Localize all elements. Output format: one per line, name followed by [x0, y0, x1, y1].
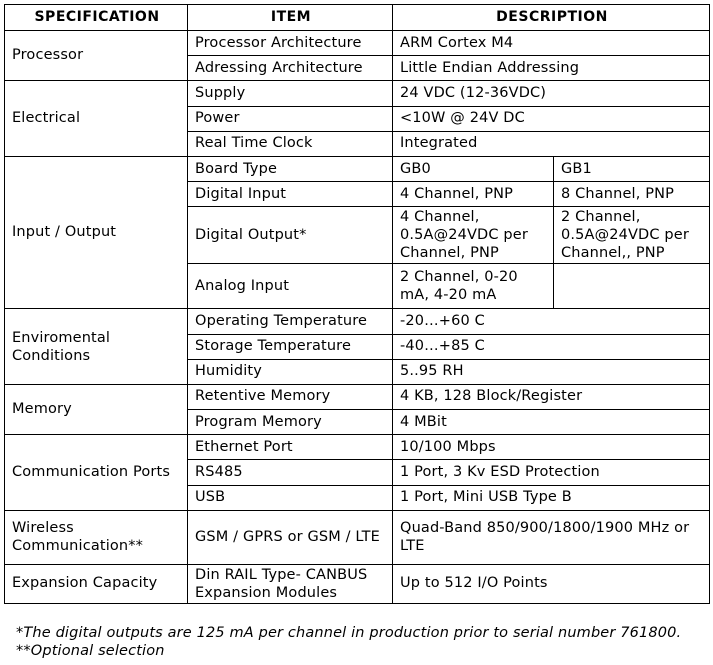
group-label-wireless: Wireless Communication** [5, 510, 188, 564]
gb0-cell: 4 Channel, PNP [393, 182, 554, 207]
group-label-environmental: Enviromental Conditions [5, 309, 188, 385]
item-cell: Board Type [188, 156, 393, 181]
item-cell: Analog Input [188, 264, 393, 309]
description-cell: Integrated [393, 131, 710, 156]
item-cell: Processor Architecture [188, 31, 393, 56]
table-row [5, 510, 710, 564]
description-cell: 5..95 RH [393, 359, 710, 384]
description-cell: 10/100 Mbps [393, 435, 710, 460]
table-row [5, 156, 710, 181]
item-cell: Humidity [188, 359, 393, 384]
item-cell: Digital Input [188, 182, 393, 207]
table-row [5, 81, 710, 106]
group-label-memory: Memory [5, 384, 188, 434]
gb1-cell: 8 Channel, PNP [554, 182, 710, 207]
item-cell: Operating Temperature [188, 309, 393, 334]
gb1-cell [554, 264, 710, 309]
description-cell: -40…+85 C [393, 334, 710, 359]
description-cell: Quad-Band 850/900/1800/1900 MHz or LTE [393, 510, 710, 564]
description-cell: 1 Port, 3 Kv ESD Protection [393, 460, 710, 485]
description-cell: 4 KB, 128 Block/Register [393, 384, 710, 409]
gb0-cell: 2 Channel, 0-20 mA, 4-20 mA [393, 264, 554, 309]
description-cell: ARM Cortex M4 [393, 31, 710, 56]
item-cell: Ethernet Port [188, 435, 393, 460]
footnotes [16, 624, 681, 660]
description-cell: -20…+60 C [393, 309, 710, 334]
group-label-expansion: Expansion Capacity [5, 564, 188, 603]
table-row [5, 384, 710, 409]
description-cell: <10W @ 24V DC [393, 106, 710, 131]
item-cell: GSM / GPRS or GSM / LTE [188, 510, 393, 564]
footnote-digital-outputs: *The digital outputs are 125 mA per channel in production prior to serial number 761800. [16, 625, 682, 641]
description-cell: 24 VDC (12-36VDC) [393, 81, 710, 106]
table-row [5, 309, 710, 334]
item-cell: Power [188, 106, 393, 131]
header-description: DESCRIPTION [393, 5, 710, 31]
description-cell: Up to 512 I/O Points [393, 564, 710, 603]
group-label-electrical: Electrical [5, 81, 188, 157]
table-row [5, 31, 710, 56]
item-cell: Real Time Clock [188, 131, 393, 156]
header-row [5, 5, 710, 31]
description-cell: 1 Port, Mini USB Type B [393, 485, 710, 510]
description-cell: 4 MBit [393, 410, 710, 435]
group-label-processor: Processor [5, 31, 188, 81]
specification-table [4, 4, 710, 604]
item-cell: RS485 [188, 460, 393, 485]
description-cell: Little Endian Addressing [393, 56, 710, 81]
item-cell: Adressing Architecture [188, 56, 393, 81]
header-specification: SPECIFICATION [5, 5, 188, 31]
group-label-input-output: Input / Output [5, 156, 188, 308]
item-cell: Supply [188, 81, 393, 106]
table-row [5, 564, 710, 603]
gb0-cell: GB0 [393, 156, 554, 181]
group-label-communication-ports: Communication Ports [5, 435, 188, 511]
item-cell: Program Memory [188, 410, 393, 435]
item-cell: Digital Output* [188, 207, 393, 264]
item-cell: Retentive Memory [188, 384, 393, 409]
table-row [5, 435, 710, 460]
gb0-cell: 4 Channel, 0.5A@24VDC per Channel, PNP [393, 207, 554, 264]
item-cell: USB [188, 485, 393, 510]
gb1-cell: GB1 [554, 156, 710, 181]
item-cell: Din RAIL Type- CANBUS Expansion Modules [188, 564, 393, 603]
header-item: ITEM [188, 5, 393, 31]
gb1-cell: 2 Channel, 0.5A@24VDC per Channel,, PNP [554, 207, 710, 264]
item-cell: Storage Temperature [188, 334, 393, 359]
footnote-optional: **Optional selection [16, 643, 165, 659]
